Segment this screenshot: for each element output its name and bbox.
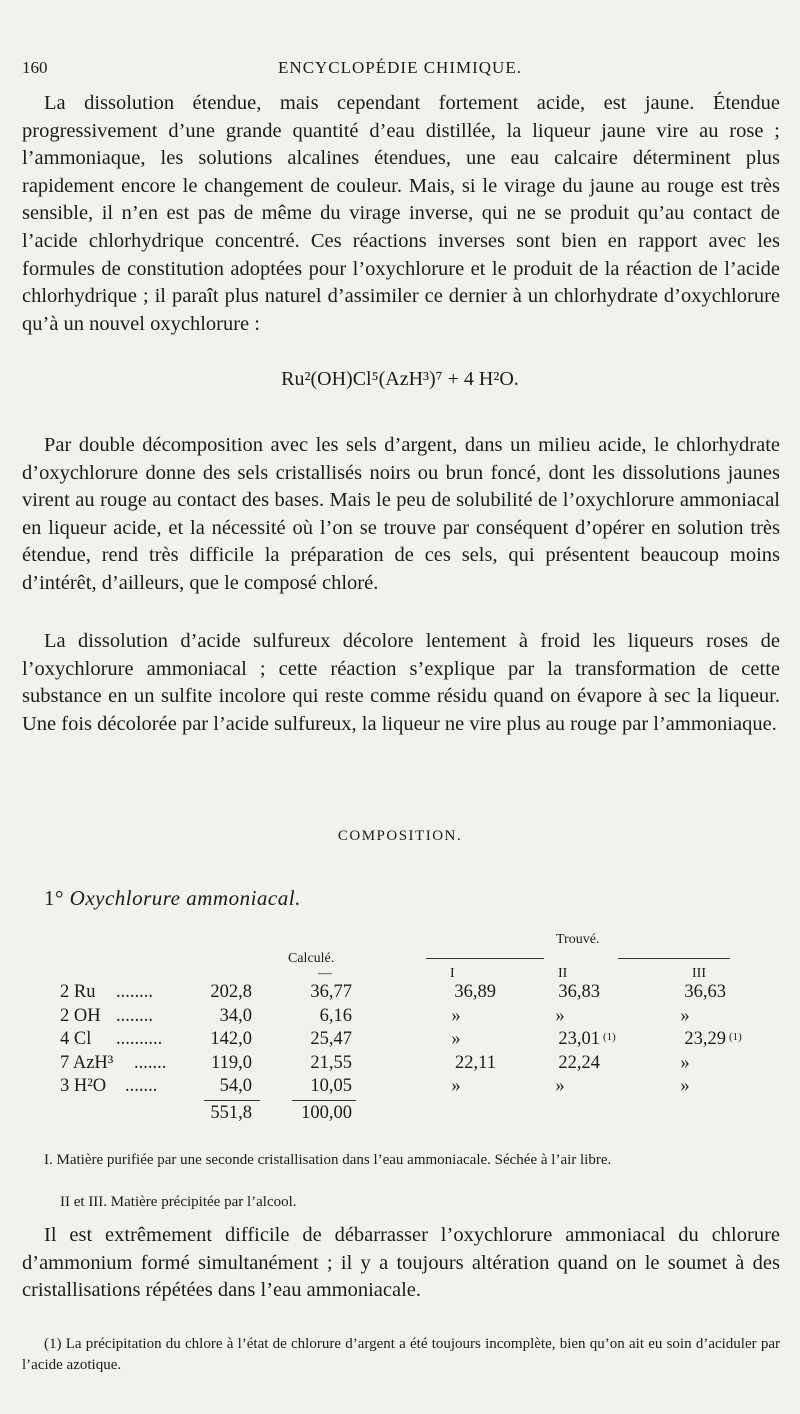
row-calc: 21,55: [310, 1052, 352, 1073]
paragraph-2: Par double décomposition avec les sels d’argent, dans un milieu acide, le chlorhydrate d’oxychlorure donne des sels cristallisés noirs ou brun foncé, dont les dissolutions jaunes virent au rouge au contact des bases. Mais le peu de solubilité de l’oxychlorure ammoniacal en liqueur acide, et la nécessité où l’on se trouve par conséquent d’opérer en solution très étendue, rend très difficile la préparation de ces sels, qui présentent beaucoup moins d’intérêt, d’ailleurs, que le composé chloré.: [22, 434, 780, 594]
trouve-col-2: II: [558, 966, 568, 981]
row-leaders: .......: [125, 1076, 158, 1097]
row-mass: 142,0: [210, 1029, 252, 1050]
row-leaders: .......: [134, 1052, 167, 1073]
row-trouve-1: »: [451, 1029, 461, 1050]
row-element: 3 H²O: [60, 1076, 107, 1097]
calcule-dash: —: [318, 966, 332, 981]
footnote-marker: (1): [729, 1031, 742, 1044]
row-trouve-1: 36,89: [454, 982, 496, 1002]
row-mass: 202,8: [210, 982, 252, 1002]
composition-heading: COMPOSITION.: [337, 828, 463, 844]
trouve-brace-right: [618, 958, 730, 959]
row-trouve-2: »: [555, 1076, 565, 1097]
row-trouve-2: 22,24: [558, 1052, 600, 1073]
row-calc: 10,05: [310, 1076, 352, 1097]
calcule-label: Calculé.: [288, 951, 335, 966]
paragraph-3: La dissolution d’acide sulfureux décolore lentement à froid les liqueurs roses de l’oxychlorure ammoniacal ; cette réaction s’explique par la transformation de cette substance en un sulfite incolore qui reste comme résidu quand on évapore à sec la liqueur. Une fois décolorée par l’acide sulfureux, la liqueur ne vire plus au rouge par l’ammoniaque.: [22, 630, 780, 735]
footnote: (1) La précipitation du chlore à l’état de chlorure d’argent a été toujours incomplète, bien qu’on ait eu soin d’aciduler par l’acide azotique.: [22, 1336, 780, 1373]
row-trouve-3: »: [680, 1076, 690, 1097]
page-header: [22, 58, 778, 82]
total-rule-calc: [292, 1100, 356, 1101]
row-mass: 54,0: [219, 1076, 252, 1097]
row-element: 2 Ru: [60, 982, 96, 1002]
row-leaders: ........: [116, 1005, 153, 1026]
row-mass: 34,0: [219, 1005, 252, 1026]
row-trouve-3: »: [680, 1005, 690, 1026]
paragraph-1: La dissolution étendue, mais cependant fortement acide, est jaune. Étendue progressivement d’une grande quantité d’eau distillée, la liqueur jaune vire au rose ; l’ammoniaque, les solutions alcalines étendues, une eau calcaire déterminent plus rapidement encore le changement de couleur. Mais, si le virage du jaune au rouge est très sensible, il n’en est pas de même du virage inverse, qui ne se produit qu’au contact de l’acide chlorhydrique concentré. Ces réactions inverses sont bien en rapport avec les formules de constitution adoptées pour l’oxychlorure et le produit de la réaction de l’acide chlorhydrique ; il paraît plus naturel d’assimiler ce dernier à un chlorhydrate d’oxychlorure qu’à un nouvel oxychlorure :: [22, 92, 780, 335]
row-calc: 25,47: [310, 1029, 352, 1050]
total-calc: 100,00: [301, 1103, 352, 1123]
table-note-1: I. Matière purifiée par une seconde cristallisation dans l’eau ammoniacale. Séchée à l’air libre.: [44, 1152, 612, 1168]
page-number: 160: [22, 58, 48, 77]
row-element: 2 OH: [60, 1005, 101, 1026]
row-leaders: ..........: [116, 1029, 163, 1050]
row-calc: 6,16: [319, 1005, 352, 1026]
row-trouve-1: 22,11: [455, 1052, 496, 1073]
row-trouve-2: 23,01: [558, 1029, 600, 1050]
row-trouve-2: 36,83: [558, 982, 600, 1002]
row-element: 4 Cl: [60, 1029, 92, 1050]
table-note-2: II et III. Matière précipitée par l’alcool.: [60, 1194, 297, 1210]
row-calc: 36,77: [310, 982, 352, 1002]
row-trouve-3: »: [680, 1052, 690, 1073]
trouve-brace-left: [426, 958, 544, 959]
row-trouve-1: »: [451, 1076, 461, 1097]
row-trouve-2: »: [555, 1005, 565, 1026]
paragraph-4: Il est extrêmement difficile de débarrasser l’oxychlorure ammoniacal du chlorure d’ammonium formé simultanément ; il y a toujours altération quand on le soumet à des cristallisations répétées dans l’eau ammoniacale.: [22, 1224, 780, 1302]
subheading-number: 1°: [44, 886, 64, 910]
row-mass: 119,0: [211, 1052, 252, 1073]
composition-subheading: [44, 886, 301, 911]
subheading-text: Oxychlorure ammoniacal.: [69, 886, 301, 910]
chemical-formula: Ru²(OH)Cl⁵(AzH³)⁷ + 4 H²O.: [281, 368, 519, 390]
total-mass: 551,8: [210, 1103, 252, 1123]
row-leaders: ........: [116, 982, 153, 1002]
row-element: 7 AzH³: [60, 1052, 114, 1073]
trouve-col-1: I: [450, 966, 455, 981]
running-title: ENCYCLOPÉDIE CHIMIQUE.: [278, 58, 522, 77]
total-rule-mass: [204, 1100, 260, 1101]
row-trouve-3: 23,29: [684, 1029, 726, 1050]
row-trouve-3: 36,63: [684, 982, 726, 1002]
trouve-label: Trouvé.: [556, 932, 600, 947]
footnote-marker: (1): [603, 1031, 616, 1044]
row-trouve-1: »: [451, 1005, 461, 1026]
trouve-col-3: III: [692, 966, 706, 981]
